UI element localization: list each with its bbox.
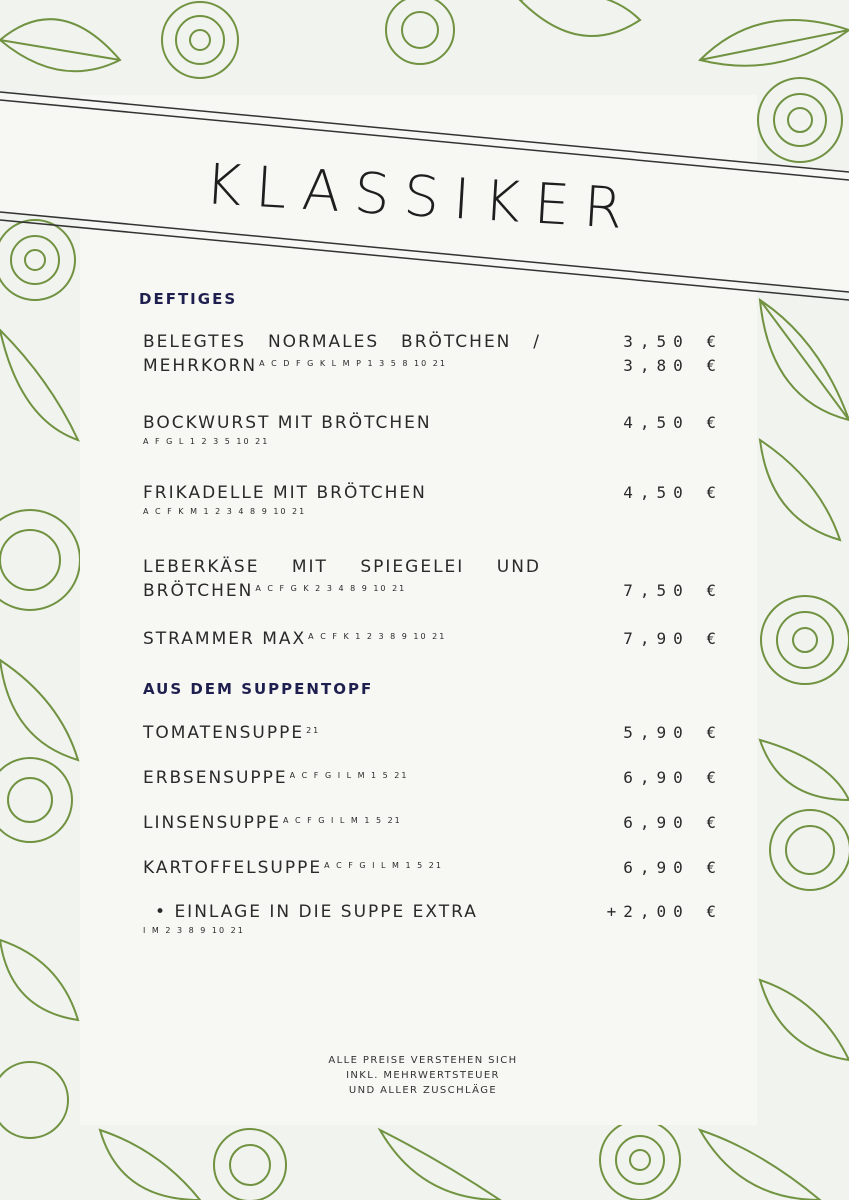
- item-name: ERBSENSUPPE: [143, 768, 288, 788]
- allergen-codes: A C F K M 1 2 3 4 8 9 10 21: [143, 507, 307, 516]
- menu-item-linsensuppe: [143, 811, 733, 835]
- allergen-codes: I M 2 3 8 9 10 21: [143, 926, 245, 935]
- item-price: +2,00 €: [606, 902, 723, 921]
- item-name: BOCKWURST MIT BRÖTCHEN: [143, 413, 432, 433]
- item-price: 3,50 €: [623, 332, 723, 351]
- allergen-codes: A C F G I L M 1 5 21: [282, 816, 402, 825]
- menu-item-frikadelle: [143, 481, 733, 516]
- title-banner: [0, 0, 849, 320]
- item-price: 7,90 €: [623, 629, 723, 648]
- item-name: FRIKADELLE MIT BRÖTCHEN: [143, 483, 427, 503]
- item-price: 6,90 €: [623, 813, 723, 832]
- allergen-codes: A C F K 1 2 3 8 9 10 21: [308, 632, 447, 641]
- word: SPIEGELEI: [360, 557, 465, 577]
- menu-item-belegtes-broetchen: [143, 330, 733, 378]
- word: NORMALES: [267, 332, 380, 352]
- item-price: 4,50 €: [623, 483, 723, 502]
- allergen-codes: A C D F G K L M P 1 3 5 8 10 21: [259, 359, 447, 368]
- word: LEBERKÄSE: [143, 557, 260, 577]
- word: BRÖTCHEN: [401, 332, 512, 352]
- bullet-icon: •: [155, 902, 168, 922]
- menu-item-erbsensuppe: [143, 766, 733, 790]
- menu-item-leberkaese: [143, 555, 733, 603]
- footer-line: ALLE PREISE VERSTEHEN SICH: [328, 1055, 518, 1066]
- price-note: [270, 1053, 576, 1098]
- item-price: 6,90 €: [623, 858, 723, 877]
- allergen-codes: A C F G K 2 3 4 8 9 10 21: [255, 584, 407, 593]
- allergen-codes: 21: [306, 726, 321, 735]
- item-price: 7,50 €: [623, 581, 723, 600]
- allergen-codes: A C F G I L M 1 5 21: [324, 861, 443, 870]
- allergen-codes: A C F G I L M 1 5 21: [289, 771, 409, 780]
- item-name-line2: BRÖTCHEN: [143, 581, 254, 601]
- word: BELEGTES: [143, 332, 247, 352]
- item-price: 5,90 €: [623, 723, 723, 742]
- item-price-alt: 3,80 €: [623, 356, 723, 375]
- page-title: KLASSIKER: [203, 152, 639, 243]
- item-name-line1: [143, 330, 541, 354]
- allergen-codes: A F G L 1 2 3 5 10 21: [143, 437, 270, 446]
- item-name: KARTOFFELSUPPE: [143, 858, 323, 878]
- menu-item-kartoffelsuppe: [143, 856, 733, 880]
- section-heading-suppentopf: AUS DEM SUPPENTOPF: [143, 680, 374, 698]
- item-name: EINLAGE IN DIE SUPPE EXTRA: [174, 902, 478, 922]
- section-heading-deftiges: DEFTIGES: [139, 290, 238, 308]
- item-price: 4,50 €: [623, 413, 723, 432]
- item-name: STRAMMER MAX: [143, 629, 307, 649]
- item-name-line2: MEHRKORN: [143, 356, 258, 376]
- item-price: 6,90 €: [623, 768, 723, 787]
- word: UND: [496, 557, 541, 577]
- menu-item-strammer-max: [143, 627, 733, 651]
- word: MIT: [291, 557, 328, 577]
- footer-line: INKL. MEHRWERTSTEUER: [346, 1070, 500, 1081]
- item-name: LINSENSUPPE: [143, 813, 281, 833]
- footer-line: UND ALLER ZUSCHLÄGE: [348, 1085, 498, 1096]
- menu-item-bockwurst: [143, 411, 733, 446]
- menu-item-einlage: [143, 900, 733, 935]
- menu-item-tomatensuppe: [143, 721, 733, 745]
- item-name: TOMATENSUPPE: [143, 723, 305, 743]
- word: /: [533, 332, 541, 352]
- item-name-line1: [143, 555, 541, 579]
